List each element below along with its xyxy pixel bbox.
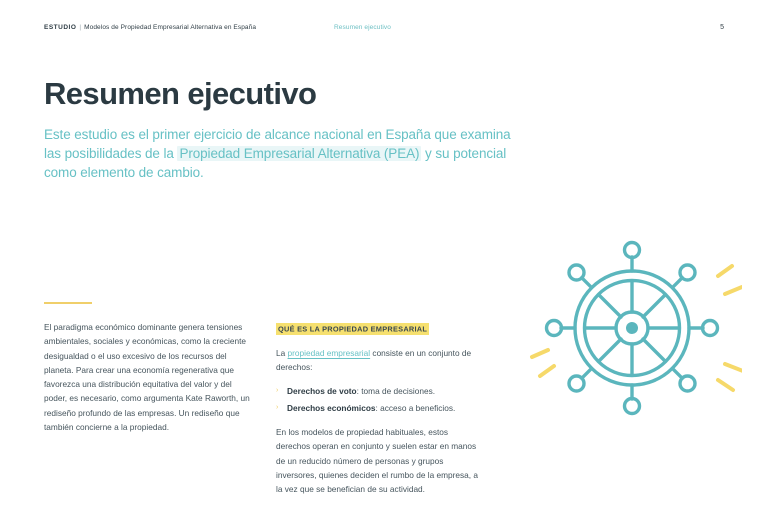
page-header	[44, 20, 724, 34]
right-column-intro	[276, 346, 484, 375]
right-column-closing-paragraph: En los modelos de propiedad habituales, estos derechos operan en conjunto y suelen estar en manos de un reducido número de personas y grupos inversores, quienes deciden el rumbo de la empresa, a la vez que se benefician de su actividad.	[276, 427, 479, 495]
lede-text-part-2: y su potencial como elemento de cambio.	[44, 145, 507, 180]
ships-helm-illustration	[522, 216, 742, 436]
header-section-label: Resumen ejecutivo	[334, 23, 391, 31]
chevron-right-icon: ›	[276, 386, 279, 394]
kicker-wrapper	[276, 318, 484, 336]
chevron-right-icon: ›	[276, 403, 279, 411]
left-column-paragraph: El paradigma económico dominante genera tensiones ambientales, sociales y económicas, como la creciente desigualdad o el uso excesivo de los recursos del planeta. Para crear una economía regenerativa que favorezca una distribución equitativa del valor y del poder, es necesario, como argumenta Kate Raworth, un rediseño profundo de las empresas. Un rediseño que también concierne a la propiedad.	[44, 322, 250, 432]
page-number: 5	[720, 23, 724, 31]
section-kicker: QUÉ ES LA PROPIEDAD EMPRESARIAL	[278, 324, 428, 333]
left-column	[44, 320, 250, 434]
header-study-label: ESTUDIO	[44, 23, 77, 31]
propiedad-empresarial-link[interactable]: propiedad empresarial	[287, 348, 371, 358]
page-title: Resumen ejecutivo	[44, 76, 317, 111]
lede-highlight-pea: Propiedad Empresarial Alternativa (PEA)	[179, 145, 420, 161]
header-document-title: Modelos de Propiedad Empresarial Alternativa en España	[84, 23, 257, 31]
intro-text-before-link: La	[276, 348, 288, 358]
list-item	[276, 384, 484, 398]
lede-text-part-1: Este estudio es el primer ejercicio de alcance nacional en España que examina las posibilidades de la	[44, 126, 511, 161]
list-item	[276, 401, 484, 415]
bullet-term: Derechos de voto	[287, 385, 357, 396]
bullet-definition: : acceso a beneficios.	[375, 402, 456, 413]
right-column	[276, 318, 484, 496]
rights-bullet-list	[276, 384, 484, 416]
title-block	[44, 78, 514, 182]
lede-paragraph	[44, 125, 514, 182]
header-separator: |	[79, 23, 82, 31]
bullet-definition: : toma de decisiones.	[356, 385, 436, 396]
header-left-group	[44, 24, 256, 31]
yellow-divider-rule	[44, 302, 92, 304]
intro-text-after-link: consiste en un conjunto de derechos:	[276, 348, 472, 373]
bullet-term: Derechos económicos	[287, 402, 376, 413]
